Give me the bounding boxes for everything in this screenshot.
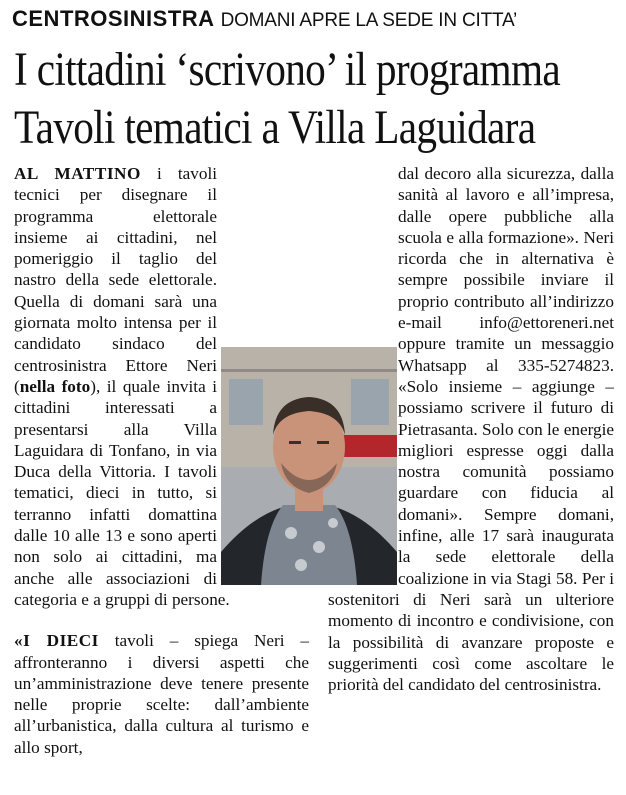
photo-scarf-dot: [328, 518, 338, 528]
photo-scarf-dot: [313, 541, 325, 553]
photo-brow: [317, 441, 329, 444]
photo-scarf-dot: [295, 559, 307, 571]
photo-scarf-dot: [285, 527, 297, 539]
photo-brow: [289, 441, 301, 444]
portrait-illustration: [221, 347, 397, 585]
headline-line-1: I cittadini ‘scrivono’ il programma: [14, 43, 561, 96]
photo-awning: [339, 435, 397, 457]
paragraph-lead: AL MATTINO: [14, 164, 141, 183]
photo-window: [351, 379, 389, 425]
paragraph-lead: «I DIECI: [14, 631, 99, 651]
kicker-subtitle: DOMANI APRE LA SEDE IN CITTA’: [220, 10, 518, 31]
candidate-photo: [221, 347, 397, 585]
paragraph-text: dal decoro alla sicurezza, dalla sanità al lavoro e all’impresa, dalle opere pubbliche alla scuola e alla formazione». Neri ricorda che in alternativa è sempre possibile inviare il proprio contributo all’indirizzo e-mail info@ettoreneri.net oppure tramite un messaggio Whatsapp al 335-5274823. «Solo insieme – aggiunge – possiamo scrivere il futuro di Pietrasanta. Solo con le energie migliori espresse oggi dalla nostra comunità possiamo guardare con fiducia al domani». Sempre domani, infine, alle 17 sarà inaugurata la sede elettorale della coalizione in via Stagi 58. Per i sostenitori di Neri sarà un ulteriore momento di incontro e condivisione, con la possibilità di avanzare proposte e suggerimenti così come ascoltare le priorità del candidato del centrosinistra.: [328, 164, 614, 695]
headline-line-2: Tavoli tematici a Villa Laguidara: [14, 101, 536, 154]
paragraph-bold: nella foto: [19, 376, 91, 396]
paragraph-text: ), il quale invita i cittadini interessati a presentarsi alla Villa Laguidara di Tonfano, in via Duca della Vittoria. I tavoli tematici, dieci in tutto, si terranno infatti domattina dalle 10 alle 13 e sono aperti non solo ai cittadini, ma anche alle associazioni di categoria e a gruppi di persone.: [14, 376, 230, 609]
paragraph-text: i tavoli tecnici per disegnare il programma elettorale insieme ai cittadini, nel pomeriggio il taglio del nastro della sede elettorale. Quella di domani sarà una giornata molto intensa per il candidato sindaco del centrosinistra Ettore Neri (: [14, 164, 218, 396]
kicker: [12, 4, 616, 37]
paragraph-text: tavoli – spiega Neri – affronteranno i diversi aspetti che un’amministrazione deve tenere presente nelle proprie scelte: dall’ambiente all’urbanistica, dalla cultura al turismo e allo sport,: [14, 631, 309, 757]
paragraph-gap: [14, 610, 309, 630]
article-paragraph-2: [14, 630, 309, 758]
section-tag: CENTROSINISTRA: [12, 6, 215, 31]
photo-ledge: [221, 369, 397, 372]
photo-window: [229, 379, 263, 425]
